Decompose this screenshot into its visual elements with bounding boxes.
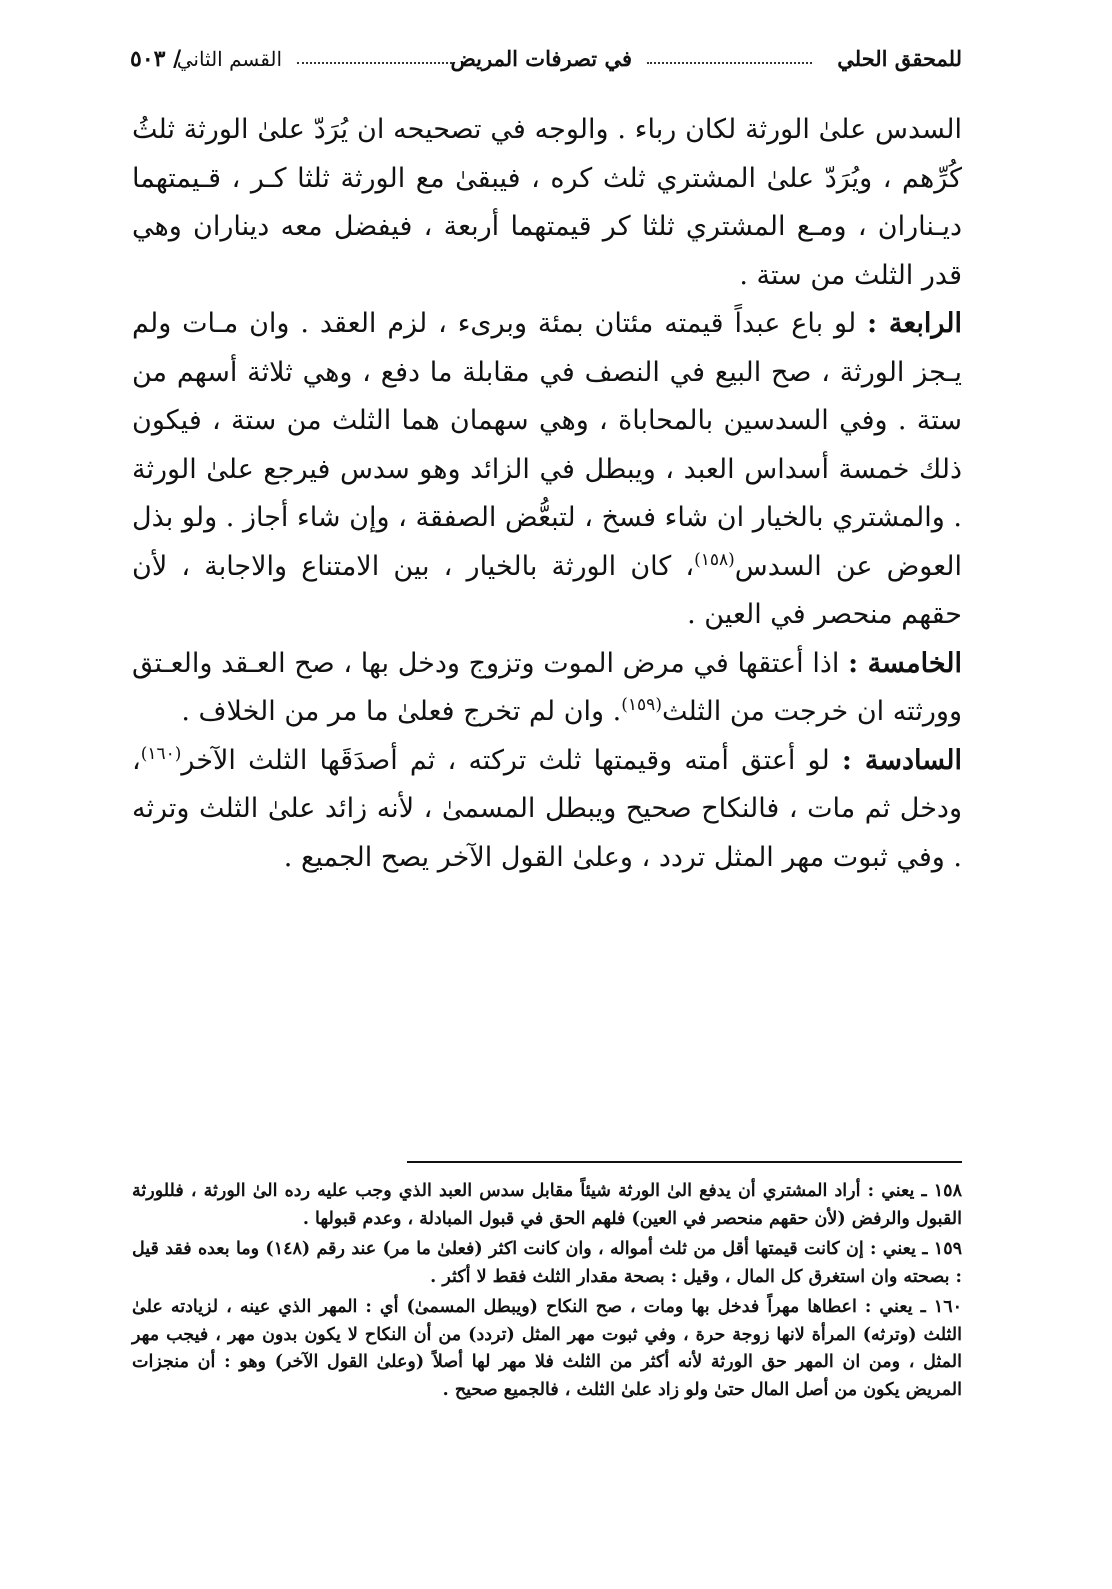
footnote-separator: [407, 1161, 962, 1163]
paragraph-text: ، ودخل ثم مات ، فالنكاح صحيح ويبطل المسمىٰ ، لأنه زائد علىٰ الثلث وترثه . وفي ثبوت مهر المثل تردد ، وعلىٰ القول الآخر يصح الجميع .: [132, 744, 962, 873]
paragraph-text: اذا أعتقها في مرض الموت وتزوج ودخل بها ، صح العـقد والعـتق وورثته ان خرجت من الثلث: [132, 647, 962, 727]
footnote-number: ١٥٩ ـ: [922, 1239, 962, 1259]
paragraph: [132, 106, 962, 300]
paragraph-text: لو باع عبداً قيمته مئتان بمئة وبرىء ، لزم العقد . وان مـات ولم يـجز الورثة ، صح البيع في النصف في مقابلة ما دفع ، وهي ثلاثة أسهم من ستة . وفي السدسين بالمحاباة ، وهي سهمان هما الثلث من ستة ، فيكون ذلك خمسة أسداس العبد ، ويبطل في الزائد وهو سدس فيرجع علىٰ الورثة . والمشتري بالخيار ان شاء فسخ ، لتبعُّض الصفقة ، وإن شاء أجاز . ولو بذل العوض عن السدس: [132, 308, 962, 582]
footnote-text: يعني : إن كانت قيمتها أقل من ثلث أمواله ، وان كانت اكثر (فعلىٰ ما مر) عند رقم (١٤٨) وما بعده فقد قيل : بصحته وان استغرق كل المال ، وقيل : بصحة مقدار الثلث فقط لا أكثر .: [132, 1239, 962, 1287]
footnote: [132, 1178, 962, 1233]
footnote-text: يعني : أراد المشتري أن يدفع الىٰ الورثة شيئاً مقابل سدس العبد الذي وجب عليه رده الىٰ الورثة ، فللورثة القبول والرفض (لأن حقهم منحصر في العين) فلهم الحق في قبول المبادلة ، وعدم قبولها .: [132, 1181, 962, 1229]
section-label: القسم الثاني: [176, 47, 282, 71]
issue-label: الرابعة :: [867, 308, 962, 339]
paragraph-text: لو أعتق أمته وقيمتها ثلث تركته ، ثم أصدَقَها الثلث الآخر: [181, 744, 842, 776]
header-leader-dots: [297, 62, 452, 64]
footnote-number: ١٥٨ ـ: [921, 1181, 962, 1201]
chapter-title: في تصرفات المريض: [450, 46, 632, 71]
paragraph-issue-5: [132, 640, 962, 737]
book-title: للمحقق الحلي: [837, 46, 962, 71]
footnote-ref: (١٥٨): [694, 549, 735, 570]
page-number: / ٥٠٣: [130, 46, 182, 72]
issue-label: السادسة :: [841, 744, 963, 776]
footnotes: [132, 1178, 962, 1407]
footnote-text: يعني : اعطاها مهراً فدخل بها ومات ، صح النكاح (ويبطل المسمىٰ) أي : المهر الذي عينه ، لزيادته علىٰ الثلث (وترثه) المرأة لانها زوجة حرة ، وفي ثبوت مهر المثل (تردد) من أن النكاح لا يكون بدون مهر ، فيجب مهر المثل ، ومن ان المهر حق الورثة لأنه أكثر من الثلث فلا مهر لها أصلاً (وعلىٰ القول الآخر) وهو : أن منجزات المريض يكون من أصل المال حتىٰ ولو زاد علىٰ الثلث ، فالجميع صحيح .: [132, 1297, 962, 1400]
main-text: [132, 106, 962, 882]
paragraph-text: . وان لم تخرج فعلىٰ ما مر من الخلاف .: [181, 696, 622, 727]
paragraph-text: السدس علىٰ الورثة لكان رباء . والوجه في تصحيحه ان يُرَدّ علىٰ الورثة ثلثُ كُرِّهم ، ويُرَدّ علىٰ المشتري ثلث كره ، فيبقىٰ مع الورثة ثلثا كـر ، قـيمتهما ديـناران ، ومـع المشتري ثلثا كر قيمتهما أربعة ، فيفضل معه ديناران وهي قدر الثلث من ستة .: [132, 114, 962, 291]
footnote: [132, 1294, 962, 1404]
paragraph-text: ، كان الورثة بالخيار ، بين الامتناع والاجابة ، لأن حقهم منحصر في العين .: [132, 550, 962, 630]
footnote-number: ١٦٠ ـ: [920, 1297, 962, 1317]
issue-label: الخامسة :: [848, 647, 962, 679]
footnote: [132, 1236, 962, 1291]
paragraph-issue-4: [132, 300, 962, 640]
running-header: [130, 44, 962, 80]
paragraph-issue-6: [132, 737, 962, 883]
footnote-ref: (١٦٠): [140, 743, 182, 764]
footnote-ref: (١٥٩): [621, 695, 662, 715]
header-leader-dots: [647, 62, 812, 64]
